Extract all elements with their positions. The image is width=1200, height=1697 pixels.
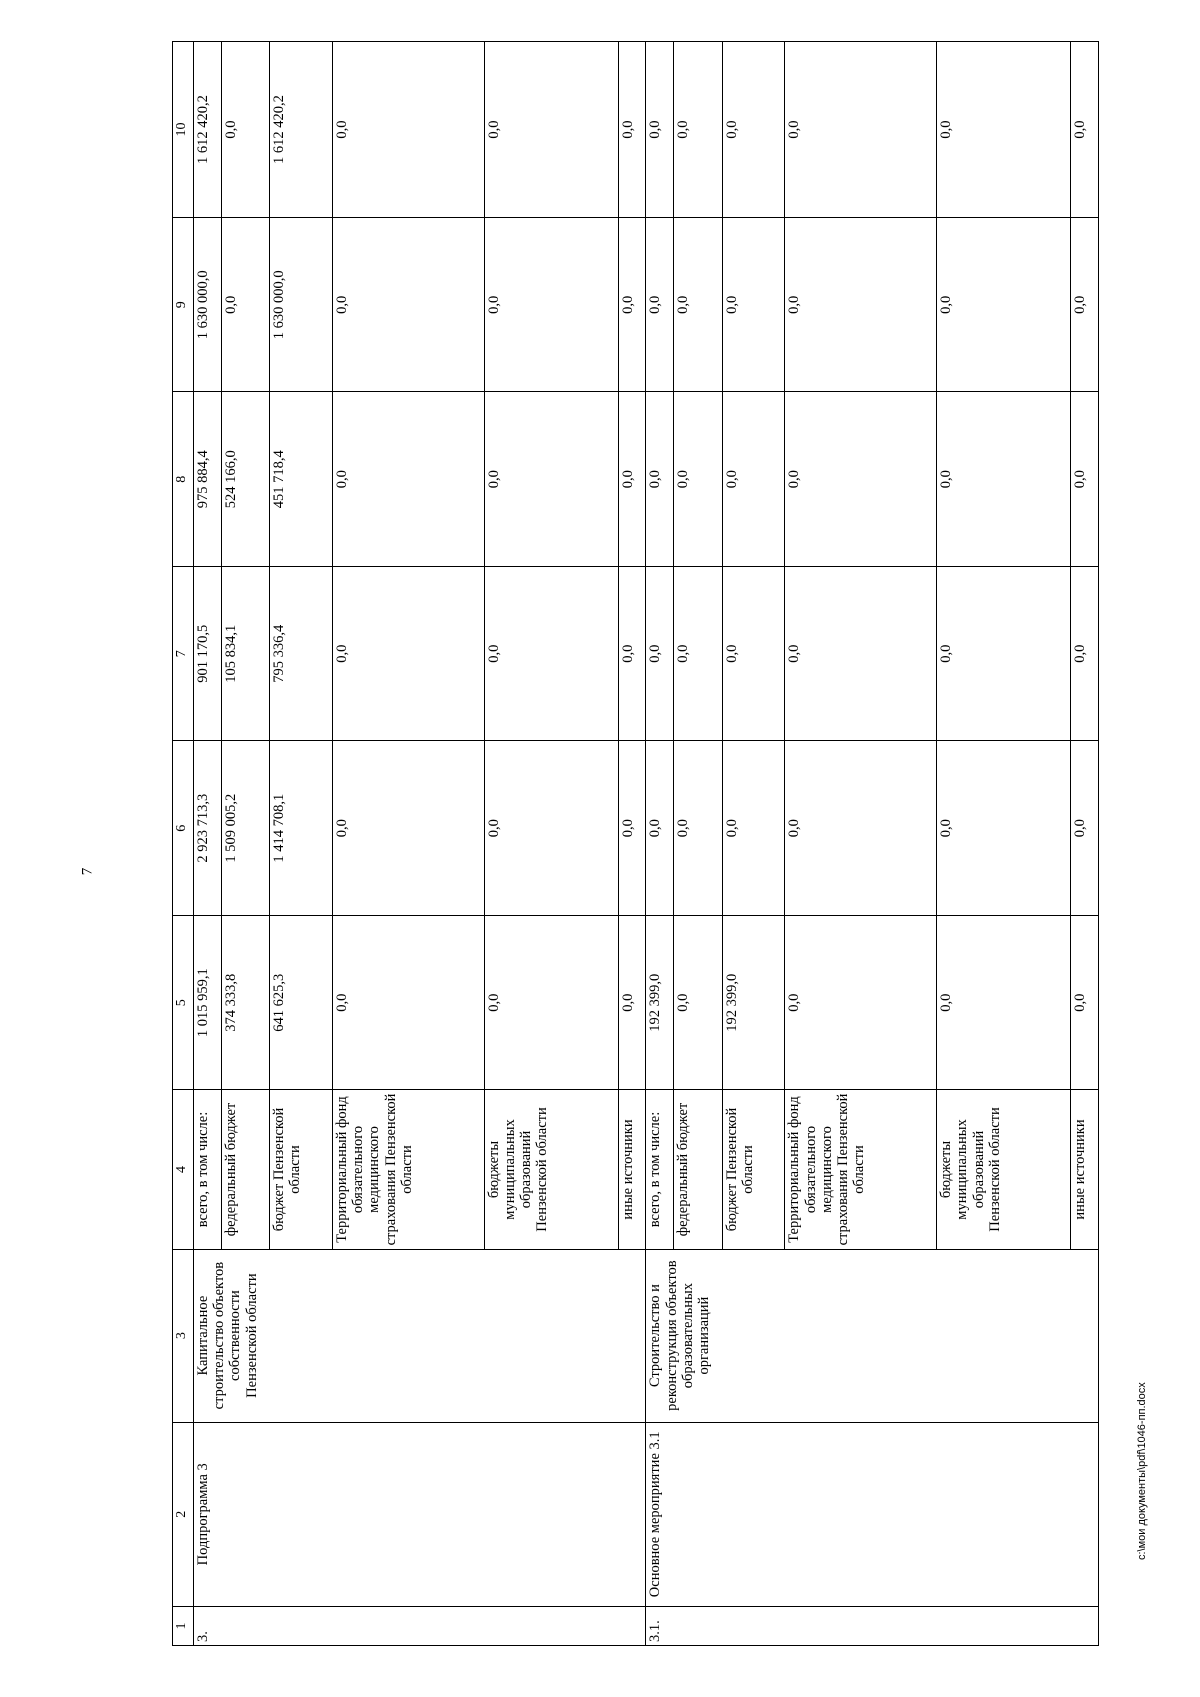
- amount-cell: 0,0: [221, 218, 270, 392]
- amount-cell: 0,0: [785, 566, 937, 740]
- amount-cell: 0,0: [333, 566, 485, 740]
- column-number-header: 3: [173, 1249, 194, 1422]
- amount-cell: 0,0: [937, 915, 1071, 1089]
- amount-cell: 0,0: [785, 915, 937, 1089]
- amount-cell: 524 166,0: [221, 392, 270, 566]
- funding-source-cell: иные источники: [1071, 1090, 1099, 1249]
- amount-cell: 0,0: [785, 741, 937, 915]
- amount-cell: 0,0: [673, 566, 722, 740]
- column-number-header: 8: [173, 392, 194, 566]
- amount-cell: 0,0: [646, 566, 674, 740]
- program-title-cell: Капитальное строительство объектов собственности Пензенской области: [194, 1249, 646, 1422]
- amount-cell: 0,0: [722, 741, 785, 915]
- amount-cell: 0,0: [1071, 392, 1099, 566]
- page-number: 7: [79, 867, 96, 876]
- amount-cell: 0,0: [785, 218, 937, 392]
- amount-cell: 0,0: [221, 42, 270, 218]
- amount-cell: 0,0: [937, 566, 1071, 740]
- amount-cell: 374 333,8: [221, 915, 270, 1089]
- amount-cell: 0,0: [618, 915, 646, 1089]
- amount-cell: 0,0: [673, 392, 722, 566]
- table-body: [194, 42, 1099, 1646]
- amount-cell: 192 399,0: [646, 915, 674, 1089]
- column-number-header: 5: [173, 915, 194, 1089]
- funding-source-cell: всего, в том числе:: [646, 1090, 674, 1249]
- amount-cell: 0,0: [1071, 42, 1099, 218]
- column-number-header: 6: [173, 741, 194, 915]
- budget-table-container: [172, 41, 1099, 1646]
- amount-cell: 0,0: [333, 42, 485, 218]
- funding-source-cell: бюджет Пензенской области: [722, 1090, 785, 1249]
- amount-cell: 0,0: [618, 392, 646, 566]
- program-name-cell: Основное мероприятие 3.1: [646, 1422, 1099, 1606]
- column-number-header: 2: [173, 1422, 194, 1606]
- amount-cell: 0,0: [333, 741, 485, 915]
- amount-cell: 0,0: [333, 392, 485, 566]
- amount-cell: 0,0: [722, 42, 785, 218]
- column-number-header: 10: [173, 42, 194, 218]
- column-number-header: 7: [173, 566, 194, 740]
- amount-cell: 0,0: [646, 392, 674, 566]
- amount-cell: 2 923 713,3: [194, 741, 222, 915]
- amount-cell: 0,0: [646, 218, 674, 392]
- amount-cell: 0,0: [646, 42, 674, 218]
- amount-cell: 0,0: [484, 42, 618, 218]
- amount-cell: 0,0: [673, 915, 722, 1089]
- amount-cell: 0,0: [785, 392, 937, 566]
- column-number-header: 9: [173, 218, 194, 392]
- amount-cell: 0,0: [1071, 741, 1099, 915]
- table-row: [646, 42, 674, 1646]
- amount-cell: 0,0: [484, 915, 618, 1089]
- program-name-cell: Подпрограмма 3: [194, 1422, 646, 1606]
- amount-cell: 0,0: [618, 566, 646, 740]
- amount-cell: 1 630 000,0: [270, 218, 333, 392]
- amount-cell: 795 336,4: [270, 566, 333, 740]
- amount-cell: 0,0: [484, 392, 618, 566]
- amount-cell: 1 015 959,1: [194, 915, 222, 1089]
- amount-cell: 0,0: [1071, 915, 1099, 1089]
- amount-cell: 0,0: [722, 566, 785, 740]
- amount-cell: 1 612 420,2: [270, 42, 333, 218]
- amount-cell: 0,0: [937, 741, 1071, 915]
- amount-cell: 0,0: [722, 392, 785, 566]
- amount-cell: 1 414 708,1: [270, 741, 333, 915]
- amount-cell: 0,0: [673, 741, 722, 915]
- amount-cell: 0,0: [333, 915, 485, 1089]
- amount-cell: 0,0: [937, 392, 1071, 566]
- item-number-cell: 3.1.: [646, 1606, 1099, 1645]
- funding-source-cell: всего, в том числе:: [194, 1090, 222, 1249]
- amount-cell: 0,0: [1071, 566, 1099, 740]
- amount-cell: 0,0: [618, 741, 646, 915]
- amount-cell: 1 612 420,2: [194, 42, 222, 218]
- amount-cell: 0,0: [673, 218, 722, 392]
- amount-cell: 0,0: [333, 218, 485, 392]
- funding-source-cell: иные источники: [618, 1090, 646, 1249]
- amount-cell: 1 630 000,0: [194, 218, 222, 392]
- amount-cell: 0,0: [618, 42, 646, 218]
- amount-cell: 1 509 005,2: [221, 741, 270, 915]
- funding-source-cell: бюджет Пензенской области: [270, 1090, 333, 1249]
- amount-cell: 0,0: [484, 741, 618, 915]
- item-number-cell: 3.: [194, 1606, 646, 1645]
- amount-cell: 0,0: [785, 42, 937, 218]
- amount-cell: 0,0: [484, 218, 618, 392]
- amount-cell: 0,0: [484, 566, 618, 740]
- amount-cell: 0,0: [618, 218, 646, 392]
- column-number-header: 1: [173, 1606, 194, 1645]
- amount-cell: 0,0: [937, 42, 1071, 218]
- amount-cell: 0,0: [646, 741, 674, 915]
- amount-cell: 0,0: [1071, 218, 1099, 392]
- amount-cell: 0,0: [673, 42, 722, 218]
- funding-source-cell: федеральный бюджет: [673, 1090, 722, 1249]
- funding-source-cell: Территориальный фонд обязательного медицинского страхования Пензенской области: [785, 1090, 937, 1249]
- funding-source-cell: бюджеты муниципальных образований Пензенской области: [937, 1090, 1071, 1249]
- column-number-row: [173, 42, 194, 1646]
- amount-cell: 192 399,0: [722, 915, 785, 1089]
- amount-cell: 641 625,3: [270, 915, 333, 1089]
- budget-table: [172, 41, 1099, 1646]
- amount-cell: 975 884,4: [194, 392, 222, 566]
- program-title-cell: Строительство и реконструкция объектов образовательных организаций: [646, 1249, 1099, 1422]
- amount-cell: 0,0: [722, 218, 785, 392]
- funding-source-cell: федеральный бюджет: [221, 1090, 270, 1249]
- amount-cell: 0,0: [937, 218, 1071, 392]
- footer-file-path: c:\мои документы\pdf\1046-пп.docx: [1136, 1382, 1148, 1560]
- amount-cell: 901 170,5: [194, 566, 222, 740]
- amount-cell: 451 718,4: [270, 392, 333, 566]
- column-number-header: 4: [173, 1090, 194, 1249]
- amount-cell: 105 834,1: [221, 566, 270, 740]
- table-row: [194, 42, 222, 1646]
- funding-source-cell: Территориальный фонд обязательного медицинского страхования Пензенской области: [333, 1090, 485, 1249]
- funding-source-cell: бюджеты муниципальных образований Пензенской области: [484, 1090, 618, 1249]
